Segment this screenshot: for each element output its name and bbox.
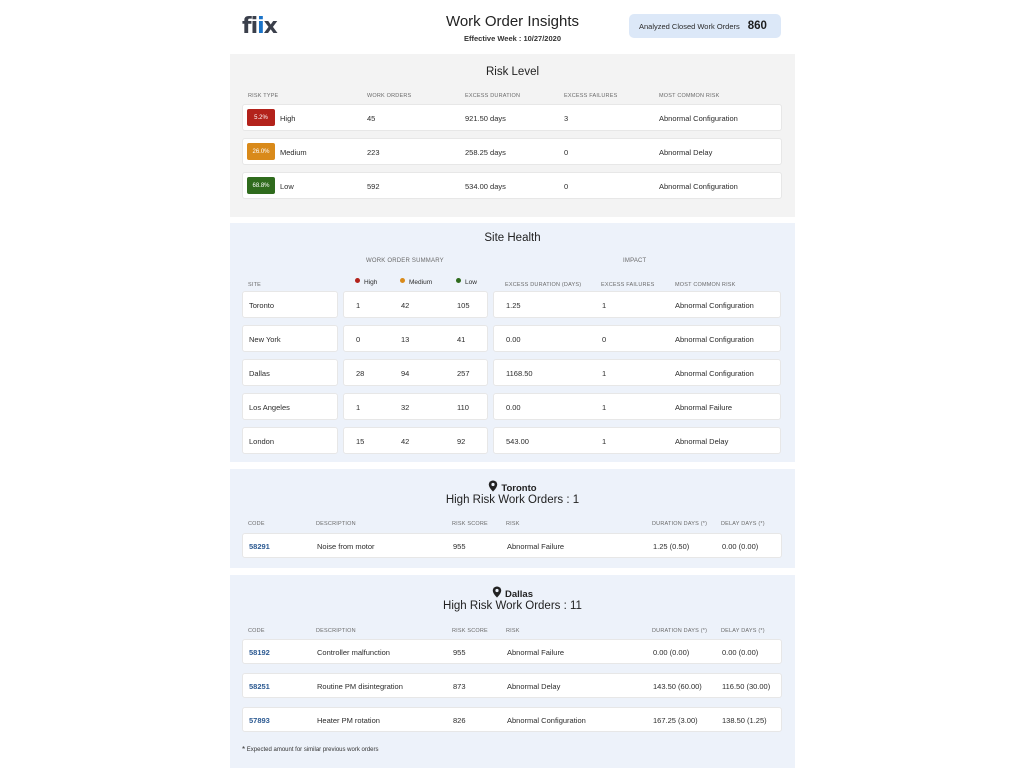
risk-score: 826 xyxy=(453,716,466,725)
col-header-risk: RISK xyxy=(506,628,520,634)
site-summary-cell xyxy=(343,427,488,454)
col-header-risk: RISK xyxy=(506,521,520,527)
risk: Abnormal Delay xyxy=(507,682,561,691)
excess-failures: 0 xyxy=(564,182,569,191)
high-count: 1 xyxy=(356,301,361,310)
high-count: 0 xyxy=(356,335,361,344)
medium-count: 13 xyxy=(401,335,410,344)
most-common-risk: Abnormal Delay xyxy=(659,148,713,157)
site-name: New York xyxy=(249,335,281,344)
excess-duration: 0.00 xyxy=(506,335,521,344)
location-heading: Dallas xyxy=(230,585,795,600)
location-pin-icon xyxy=(492,586,502,598)
most-common-risk: Abnormal Delay xyxy=(675,437,729,446)
risk-row-high xyxy=(242,104,782,131)
site-summary-cell xyxy=(343,291,488,318)
medium-count: 32 xyxy=(401,403,410,412)
section-title: High Risk Work Orders : 11 xyxy=(443,600,582,612)
high-count: 1 xyxy=(356,403,361,412)
high-dot-icon xyxy=(355,278,360,283)
col-header-description: DESCRIPTION xyxy=(316,628,356,634)
header-label: DURATION DAYS xyxy=(652,628,700,634)
duration-days: 143.50 (60.00) xyxy=(653,682,702,691)
badge-label: Analyzed Closed Work Orders xyxy=(639,21,740,31)
excess-failures: 3 xyxy=(564,114,569,123)
work-order-code-link[interactable]: 58251 xyxy=(249,682,270,691)
risk-percent-pill: 68.8% xyxy=(247,177,275,194)
header-label: DELAY DAYS xyxy=(721,628,757,634)
info-icon: (*) xyxy=(756,521,765,527)
col-header-site: SITE xyxy=(248,282,262,288)
risk-level-section xyxy=(230,54,795,217)
header-label: DELAY DAYS xyxy=(721,521,757,527)
risk-type: High xyxy=(280,114,296,123)
legend-low: Low xyxy=(456,278,477,286)
site-summary-cell xyxy=(343,325,488,352)
site-summary-cell xyxy=(343,393,488,420)
delay-days: 0.00 (0.00) xyxy=(722,542,759,551)
low-count: 92 xyxy=(457,437,466,446)
risk: Abnormal Failure xyxy=(507,542,565,551)
legend-medium: Medium xyxy=(400,278,432,286)
work-order-row xyxy=(242,533,782,558)
risk-score: 955 xyxy=(453,648,466,657)
duration-days: 0.00 (0.00) xyxy=(653,648,690,657)
risk-score: 873 xyxy=(453,682,466,691)
group-header-summary: WORK ORDER SUMMARY xyxy=(366,258,444,264)
duration-days: 1.25 (0.50) xyxy=(653,542,690,551)
delay-days: 0.00 (0.00) xyxy=(722,648,759,657)
group-header-impact: IMPACT xyxy=(623,258,647,264)
col-header-most-common-risk: MOST COMMON RISK xyxy=(675,282,736,288)
risk-row-low xyxy=(242,172,782,199)
header-label: DURATION DAYS xyxy=(652,521,700,527)
risk-type: Low xyxy=(280,182,294,191)
excess-duration: 1.25 xyxy=(506,301,521,310)
site-cell xyxy=(242,393,338,420)
delay-days: 138.50 (1.25) xyxy=(722,716,767,725)
risk-percent-pill: 26.0% xyxy=(247,143,275,160)
col-header-work-orders: WORK ORDERS xyxy=(367,93,412,99)
work-order-code-link[interactable]: 58192 xyxy=(249,648,270,657)
excess-duration: 1168.50 xyxy=(506,369,533,378)
col-header-duration xyxy=(652,521,707,527)
risk-row-medium xyxy=(242,138,782,165)
location-heading: Toronto xyxy=(230,479,795,494)
low-count: 110 xyxy=(457,403,469,412)
footnote: * Expected amount for similar previous work orders xyxy=(242,745,379,754)
description: Heater PM rotation xyxy=(317,716,380,725)
info-icon: (*) xyxy=(699,521,708,527)
info-icon: (*) xyxy=(699,628,708,634)
analyzed-count-badge xyxy=(629,14,781,38)
site-health-section xyxy=(230,223,795,462)
col-header-delay xyxy=(721,521,765,527)
page-title: Work Order Insights xyxy=(445,13,580,30)
excess-duration: 258.25 days xyxy=(465,148,506,157)
toronto-high-risk-section xyxy=(230,469,795,568)
high-count: 15 xyxy=(356,437,365,446)
site-impact-cell xyxy=(493,325,781,352)
low-count: 257 xyxy=(457,369,470,378)
excess-failures: 1 xyxy=(602,301,607,310)
risk-percent-pill: 5.2% xyxy=(247,109,275,126)
excess-failures: 1 xyxy=(602,437,607,446)
col-header-risk-score: RISK SCORE xyxy=(452,521,488,527)
site-name: Toronto xyxy=(249,301,275,310)
site-cell xyxy=(242,427,338,454)
excess-duration: 543.00 xyxy=(506,437,529,446)
site-impact-cell xyxy=(493,291,781,318)
most-common-risk: Abnormal Configuration xyxy=(675,301,754,310)
most-common-risk: Abnormal Failure xyxy=(675,403,733,412)
legend-high: High xyxy=(355,278,377,286)
excess-failures: 0 xyxy=(602,335,607,344)
site-impact-cell xyxy=(493,393,781,420)
work-order-code-link[interactable]: 57893 xyxy=(249,716,270,725)
work-orders: 592 xyxy=(367,182,380,191)
excess-duration: 0.00 xyxy=(506,403,521,412)
excess-failures: 1 xyxy=(602,369,607,378)
col-header-excess-failures: EXCESS FAILURES xyxy=(601,282,655,288)
work-order-code-link[interactable]: 58291 xyxy=(249,542,270,551)
most-common-risk: Abnormal Configuration xyxy=(659,114,738,123)
site-impact-cell xyxy=(493,427,781,454)
work-order-row xyxy=(242,639,782,664)
site-name: Dallas xyxy=(249,369,270,378)
low-count: 105 xyxy=(457,301,470,310)
section-title: High Risk Work Orders : 1 xyxy=(445,494,580,506)
site-name: London xyxy=(249,437,275,446)
report-header xyxy=(230,0,795,55)
most-common-risk: Abnormal Configuration xyxy=(675,335,754,344)
excess-duration: 534.00 days xyxy=(465,182,506,191)
work-orders: 45 xyxy=(367,114,376,123)
section-title: Risk Level xyxy=(485,66,540,78)
high-count: 28 xyxy=(356,369,365,378)
col-header-excess-failures: EXCESS FAILURES xyxy=(564,93,618,99)
site-cell xyxy=(242,359,338,386)
excess-failures: 1 xyxy=(602,403,607,412)
medium-count: 42 xyxy=(401,437,410,446)
low-count: 41 xyxy=(457,335,466,344)
medium-count: 94 xyxy=(401,369,410,378)
asterisk-icon: * xyxy=(242,745,246,754)
col-header-description: DESCRIPTION xyxy=(316,521,356,527)
site-cell xyxy=(242,325,338,352)
duration-days: 167.25 (3.00) xyxy=(653,716,698,725)
work-orders: 223 xyxy=(367,148,380,157)
col-header-delay xyxy=(721,628,765,634)
work-order-row xyxy=(242,707,782,732)
most-common-risk: Abnormal Configuration xyxy=(675,369,754,378)
badge-value: 860 xyxy=(747,20,767,32)
description: Controller malfunction xyxy=(317,648,390,657)
site-cell xyxy=(242,291,338,318)
description: Routine PM disintegration xyxy=(317,682,403,691)
col-header-code: CODE xyxy=(248,521,265,527)
col-header-code: CODE xyxy=(248,628,265,634)
risk: Abnormal Configuration xyxy=(507,716,586,725)
col-header-most-common-risk: MOST COMMON RISK xyxy=(659,93,720,99)
excess-failures: 0 xyxy=(564,148,569,157)
excess-duration: 921.50 days xyxy=(465,114,506,123)
site-name: Los Angeles xyxy=(249,403,290,412)
site-impact-cell xyxy=(493,359,781,386)
medium-count: 42 xyxy=(401,301,410,310)
location-pin-icon xyxy=(488,480,498,492)
col-header-risk-type: RISK TYPE xyxy=(248,93,279,99)
site-summary-cell xyxy=(343,359,488,386)
description: Noise from motor xyxy=(317,542,375,551)
section-title: Site Health xyxy=(484,232,541,244)
risk-score: 955 xyxy=(453,542,466,551)
most-common-risk: Abnormal Configuration xyxy=(659,182,738,191)
col-header-excess-duration: EXCESS DURATION xyxy=(465,93,521,99)
work-order-row xyxy=(242,673,782,698)
col-header-risk-score: RISK SCORE xyxy=(452,628,488,634)
risk: Abnormal Failure xyxy=(507,648,565,657)
low-dot-icon xyxy=(456,278,461,283)
dallas-high-risk-section xyxy=(230,575,795,768)
medium-dot-icon xyxy=(400,278,405,283)
effective-week: Effective Week : 10/27/2020 xyxy=(463,34,561,43)
info-icon: (*) xyxy=(756,628,765,634)
delay-days: 116.50 (30.00) xyxy=(722,682,771,691)
risk-type: Medium xyxy=(280,148,307,157)
col-header-excess-duration-days: EXCESS DURATION (DAYS) xyxy=(505,282,582,288)
col-header-duration xyxy=(652,628,707,634)
fiix-logo: fi i x xyxy=(242,14,277,39)
